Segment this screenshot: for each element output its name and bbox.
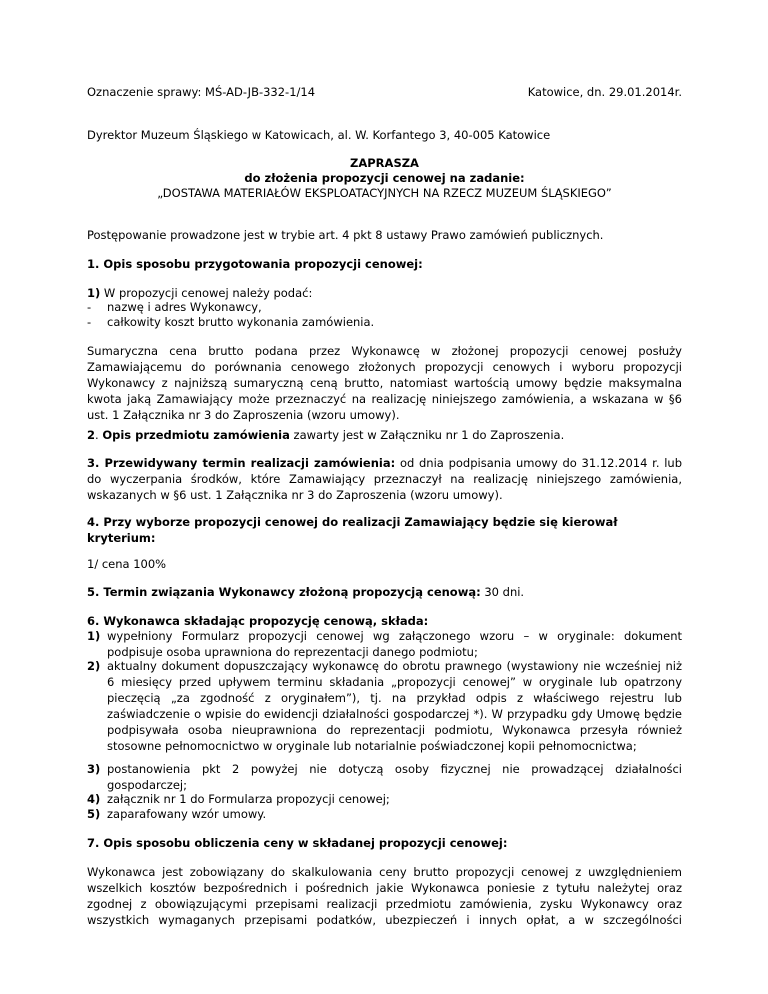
title-task: „DOSTAWA MATERIAŁÓW EKSPLOATACYJNYCH NA RZECZ MUZEUM ŚLĄSKIEGO” bbox=[157, 186, 612, 200]
section-6-heading: 6. Wykonawca składając propozycję cenową, składa: bbox=[87, 614, 429, 628]
place-date: Katowice, dn. 29.01.2014r. bbox=[527, 85, 682, 99]
section-3-text: od dnia podpisania umowy do 31.12.2014 r. lub do wyczerpania środków, które Zamawiający przeznaczył na realizację niniejszego zamówienia, wskazanych w §6 ust. 1 Załącznika nr 3 do Zaproszenia (wzoru umowy). bbox=[87, 456, 682, 502]
section-2-separator: . bbox=[95, 428, 103, 442]
section-5-text: 30 dni. bbox=[480, 585, 525, 599]
item-number: 4) bbox=[87, 792, 101, 806]
section-2-line bbox=[87, 427, 682, 443]
section-2-heading: Opis przedmiotu zamówienia bbox=[102, 428, 290, 442]
section-2-text: zawarty jest w Załączniku nr 1 do Zaproszenia. bbox=[289, 428, 565, 442]
dash-item-text: nazwę i adres Wykonawcy, bbox=[107, 300, 262, 314]
section-6-item bbox=[87, 658, 682, 754]
section-6-item bbox=[87, 806, 682, 822]
section-1-item-number: 1) bbox=[87, 286, 101, 300]
section-7-paragraph: Wykonawca jest zobowiązany do skalkulowania ceny brutto propozycji cenowej z uwzględnieniem wszelkich kosztów bezpośrednich i pośrednich jakie Wykonawca poniesie z tytułu należytej oraz zgodnej z obowiązującymi przepisami realizacji przedmiotu zamówienia, zysku Wykonawcy oraz wszystkich wymaganych przepisami podatków, ubezpieczeń i innych opłat, a w szczególności bbox=[87, 865, 682, 927]
item-number: 3) bbox=[87, 762, 101, 776]
section-6-item bbox=[87, 761, 682, 793]
title-invites: ZAPRASZA bbox=[350, 156, 419, 170]
procedure-line: Postępowanie prowadzone jest w trybie art. 4 pkt 8 ustawy Prawo zamówień publicznych. bbox=[87, 228, 604, 242]
section-3-paragraph bbox=[87, 455, 682, 503]
item-number: 1) bbox=[87, 629, 101, 643]
item-text: postanowienia pkt 2 powyżej nie dotyczą osoby fizycznej nie prowadzącej działalności gospodarczej; bbox=[107, 762, 682, 792]
section-6-item bbox=[87, 628, 682, 660]
item-number: 2) bbox=[87, 659, 101, 673]
section-5-heading: 5. Termin związania Wykonawcy złożoną propozycją cenową: bbox=[87, 585, 481, 599]
section-2-number: 2 bbox=[87, 428, 96, 442]
section-1-paragraph: Sumaryczna cena brutto podana przez Wykonawcę w złożonej propozycji cenowej posłuży Zamawiającemu do porównania cenowego złożonych propozycji cenowych i wyboru propozycji Wykonawcy z najniższą sumaryczną ceną brutto, natomiast wartością umowy będzie maksymalna kwota jaką Zamawiający może przeznaczyć na realizację niniejszego zamówienia, a wskazana w §6 ust. 1 Załącznika nr 3 do Zaproszenia (wzoru umowy). bbox=[87, 344, 682, 422]
section-4-criterion: 1/ cena 100% bbox=[87, 557, 167, 571]
item-text: załącznik nr 1 do Formularza propozycji cenowej; bbox=[107, 792, 390, 806]
dash-bullet: - bbox=[87, 300, 92, 314]
item-text: wypełniony Formularz propozycji cenowej wg załączonego wzoru – w oryginale: dokument podpisuje osoba uprawniona do reprezentacji danego podmiotu; bbox=[107, 629, 682, 659]
item-text: aktualny dokument dopuszczający wykonawcę do obrotu prawnego (wystawiony nie wcześniej niż 6 miesięcy przed upływem terminu składania „propozycji cenowej” w oryginale lub opatrzony pieczęcią „za zgodność z oryginałem”), tj. na przykład odpis z właściwego rejestru lub zaświadczenie o wpisie do ewidencji działalności gospodarczej *). W przypadku gdy Umowę będzie podpisywała osoba nieuprawniona do reprezentacji podmiotu, Wykonawca przesyła również stosowne pełnomocnictwo w oryginale lub notarialnie poświadczonej kopii pełnomocnictwa; bbox=[107, 659, 682, 753]
section-1-dash-item bbox=[87, 314, 682, 330]
section-1-item-text: W propozycji cenowej należy podać: bbox=[100, 286, 313, 300]
case-reference: Oznaczenie sprawy: MŚ-AD-JB-332-1/14 bbox=[87, 85, 316, 99]
title-subtitle: do złożenia propozycji cenowej na zadanie: bbox=[244, 171, 525, 185]
section-6-item bbox=[87, 791, 682, 807]
section-5-line bbox=[87, 584, 682, 600]
dash-bullet: - bbox=[87, 315, 92, 329]
section-4-heading: 4. Przy wyborze propozycji cenowej do realizacji Zamawiający będzie się kierował kryterium: bbox=[87, 515, 618, 545]
section-1-dash-item bbox=[87, 299, 682, 315]
section-1-heading: 1. Opis sposobu przygotowania propozycji cenowej: bbox=[87, 257, 423, 271]
inviter-line: Dyrektor Muzeum Śląskiego w Katowicach, al. W. Korfantego 3, 40-005 Katowice bbox=[87, 128, 551, 142]
section-3-heading: 3. Przewidywany termin realizacji zamówienia: bbox=[87, 456, 396, 470]
dash-item-text: całkowity koszt brutto wykonania zamówienia. bbox=[107, 315, 375, 329]
section-7-heading: 7. Opis sposobu obliczenia ceny w składanej propozycji cenowej: bbox=[87, 836, 508, 850]
item-text: zaparafowany wzór umowy. bbox=[107, 807, 267, 821]
item-number: 5) bbox=[87, 807, 101, 821]
